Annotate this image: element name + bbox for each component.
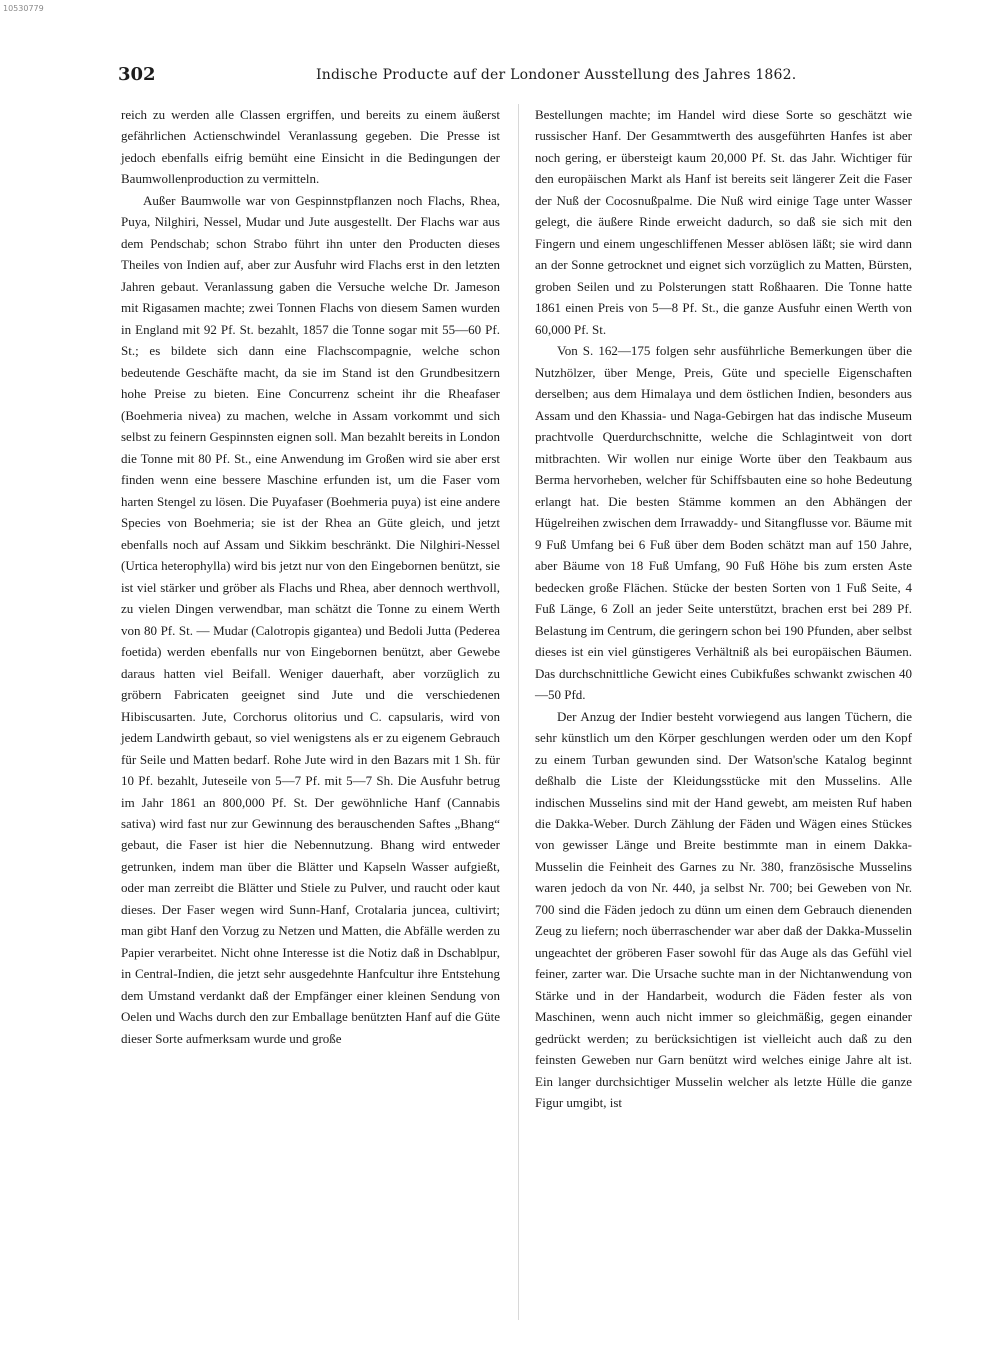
left-paragraph-2: Außer Baumwolle war von Gespinnstpflanzen noch Flachs, Rhea, Puya, Nilghiri, Nessel, Mudar und Jute ausgestellt. Der Flachs war aus dem Pendschab; schon Strabo führt ihn unter den Producten dieses Theiles von Indien auf, aber zur Ausfuhr wird Flachs erst in den letzten Jahren gebaut. Veranlassung gaben die Versuche welche Dr. Jameson mit Rigasamen machte; zwei Tonnen Flachs von diesem Samen wurden in England mit 92 Pf. St. bezahlt, 1857 die Tonne sogar mit 55—60 Pf. St.; es bildete sich dann eine Flachscompagnie, welche schon bedeutende Geschäfte macht, da sie im Stand ist den Grundbesitzern hohe Preise zu bieten. Eine Concurrenz scheint ihr die Rheafaser (Boehmeria nivea) zu machen, welche in Assam vorkommt und sich selbst zu feinern Gespinnsten eignen soll. Man bezahlt bereits in London die Tonne mit 80 Pf. St., eine Anwendung im Großen wird sie aber erst finden wenn eine bessere Maschine erfunden ist, um die Faser vom harten Stengel zu lösen. Die Puyafaser (Boehmeria puya) ist eine andere Species von Boehmeria; sie ist der Rhea an Güte gleich, und jetzt ebenfalls noch auf Assam und Sikkim beschränkt. Die Nilghiri-Nessel (Urtica heterophylla) wird bis jetzt nur von den Eingebornen benützt, sie ist viel stärker und gröber als Flachs und Rhea, aber dennoch werthvoll, zu vielen Dingen verwendbar, man schätzt die Tonne zu einem Werth von 80 Pf. St. — Mudar (Calotropis gigantea) und Bedoli Jutta (Pederea foetida) werden ebenfalls nur von Eingebornen benützt, aber Gewebe daraus hatten viel Beifall. Weniger dauerhaft, aber vorzüglich zu gröbern Fabricaten geeignet sind Jute und die verschiedenen Hibiscusarten. Jute, Corchorus olitorius und C. capsularis, wird von jedem Landwirth gebaut, so viel wenigstens als er zu eigenem Gebrauch für Seile und Matten bedarf. Rohe Jute wird in den Bazars mit 1 Sh. für 10 Pf. bezahlt, Juteseile von 5—7 Pf. mit 5—7 Sh. Die Ausfuhr betrug im Jahr 1861 an 800,000 Pf. St. Der gewöhnliche Hanf (Cannabis sativa) wird fast nur zur Gewinnung des berauschenden Saftes „Bhang“ gebaut, die Faser ist hier die Nebennutzung. Bhang wird entweder getrunken, indem man über die Blätter und Kapseln Wasser aufgießt, oder man zerreibt die Blätter und Stiele zu Pulver, und raucht oder kaut dieses. Der Faser wegen wird Sunn-Hanf, Crotalaria juncea, cultivirt; man gibt Hanf den Vorzug zu Netzen und Matten, die Abfälle werden zu Papier verarbeitet. Nicht ohne Interesse ist die Notiz daß in Dschablpur, in Central-Indien, die jetzt sehr ausgedehnte Hanfcultur ihre Entstehung dem Umstand verdankt daß der Empfänger einer kleinen Sendung von Oelen und Wachs durch den zur Emballage benützten Hanf auf die Güte dieser Sorte aufmerksam wurde und große: [121, 192, 500, 1046]
page-number: 302: [118, 64, 156, 85]
right-column: [535, 104, 912, 1114]
right-paragraph-2: Von S. 162—175 folgen sehr ausführliche Bemerkungen über die Nutzhölzer, über Menge, Preis, Güte und specielle Eigenschaften derselben; aus dem Himalaya und dem östlichen Indien, besonders aus Assam und den Khassia- und Naga-Gebirgen hat das indische Museum prachtvolle Querdurchschnitte, welche die Schlagintweit von dort mitbrachten. Wir wollen nur einige Worte über den Teakbaum aus Berma hervorheben, welcher für Schiffsbauten eine so hohe Bedeutung erlangt hat. Die besten Stämme kommen an den Abhängen der Hügelreihen zwischen dem Irrawaddy- und Sitangflusse vor. Bäume mit 9 Fuß Umfang bei 6 Fuß über dem Boden schätzt man auf 150 Jahre, aber Bäume von 18 Fuß Umfang, 90 Fuß Höhe bis zum ersten Aste bedecken große Flächen. Stücke der besten Sorten von 1 Fuß Seite, 4 Fuß Länge, 6 Zoll an jeder Seite unterstützt, brachen erst bei 289 Pf. Belastung im Centrum, die geringern schon bei 190 Pfunden, aber selbst dieses ist ein viel günstigeres Verhältniß als bei europäischen Bäumen. Das durchschnittliche Gewicht eines Cubikfußes schwankt zwischen 40—50 Pfd.: [535, 343, 912, 703]
column-divider: [518, 104, 519, 1320]
scan-id-label: 10530779: [3, 4, 44, 13]
right-paragraph-1: Bestellungen machte; im Handel wird diese Sorte so geschätzt wie russischer Hanf. Der Gesammtwerth des ausgeführten Hanfes ist aber noch gering, er übersteigt kaum 20,000 Pf. St. das Jahr. Wichtiger für den europäischen Markt als Hanf ist bereits seit längerer Zeit die Faser der Nuß der Cocosnußpalme. Die Nuß wird einige Tage unter Wasser gelegt, die äußere Rinde erweicht dadurch, so daß sie sich mit den Fingern und einem ungeschliffenen Messer ablösen läßt; sie wird dann an der Sonne getrocknet und eignet sich vorzüglich zu Matten, Bürsten, groben Seilen und zu Polsterungen statt Roßhaaren. Die Tonne hatte 1861 einen Preis von 5—8 Pf. St., die ganze Ausfuhr einen Werth von 60,000 Pf. St.: [535, 107, 912, 337]
running-title: Indische Producte auf der Londoner Ausstellung des Jahres 1862.: [316, 67, 797, 83]
page-header: [118, 64, 912, 88]
left-column: [121, 104, 500, 1049]
right-paragraph-3: Der Anzug der Indier besteht vorwiegend aus langen Tüchern, die sehr künstlich um den Körper geschlungen werden oder um den Kopf zu einem Turban gewunden sind. Der Watson'sche Katalog beginnt deßhalb die Liste der Kleidungsstücke mit den Musselins. Alle indischen Musselins sind mit der Hand gewebt, am meisten Ruf haben die Dakka-Weber. Durch Zählung der Fäden und Wägen eines Stückes von gewisser Länge und Breite bestimmte man in einem Dakka-Musselin die Feinheit des Garnes zu Nr. 380, französische Musselins waren jedoch da von Nr. 440, ja selbst Nr. 700; bei Geweben von Nr. 700 sind die Fäden jedoch zu dünn um einen dem Gebrauch dienenden Zeug zu liefern; noch überraschender war aber daß der Dakka-Musselin ungeachtet der gröberen Faser sowohl für das Auge als das Gefühl viel feiner, zarter war. Die Ursache suchte man in der Nichtanwendung von Stärke und in der Handarbeit, wodurch die Fäden fester als von Maschinen, wenn auch nicht immer so gleichmäßig, gegen einander gedrückt werden; zu berücksichtigen ist vielleicht auch daß zu den feinsten Geweben nur Garn benützt wird welches einige Jahre alt ist. Ein langer durchsichtiger Musselin welcher als letzte Hülle die ganze Figur umgibt, ist: [535, 708, 912, 1111]
left-paragraph-1: reich zu werden alle Classen ergriffen, und bereits zu einem äußerst gefährlichen Actienschwindel Veranlassung gegeben. Die Presse ist jedoch ebenfalls eifrig bemüht eine Einsicht in die Bedingungen der Baumwollenproduction zu vermitteln.: [121, 107, 500, 187]
